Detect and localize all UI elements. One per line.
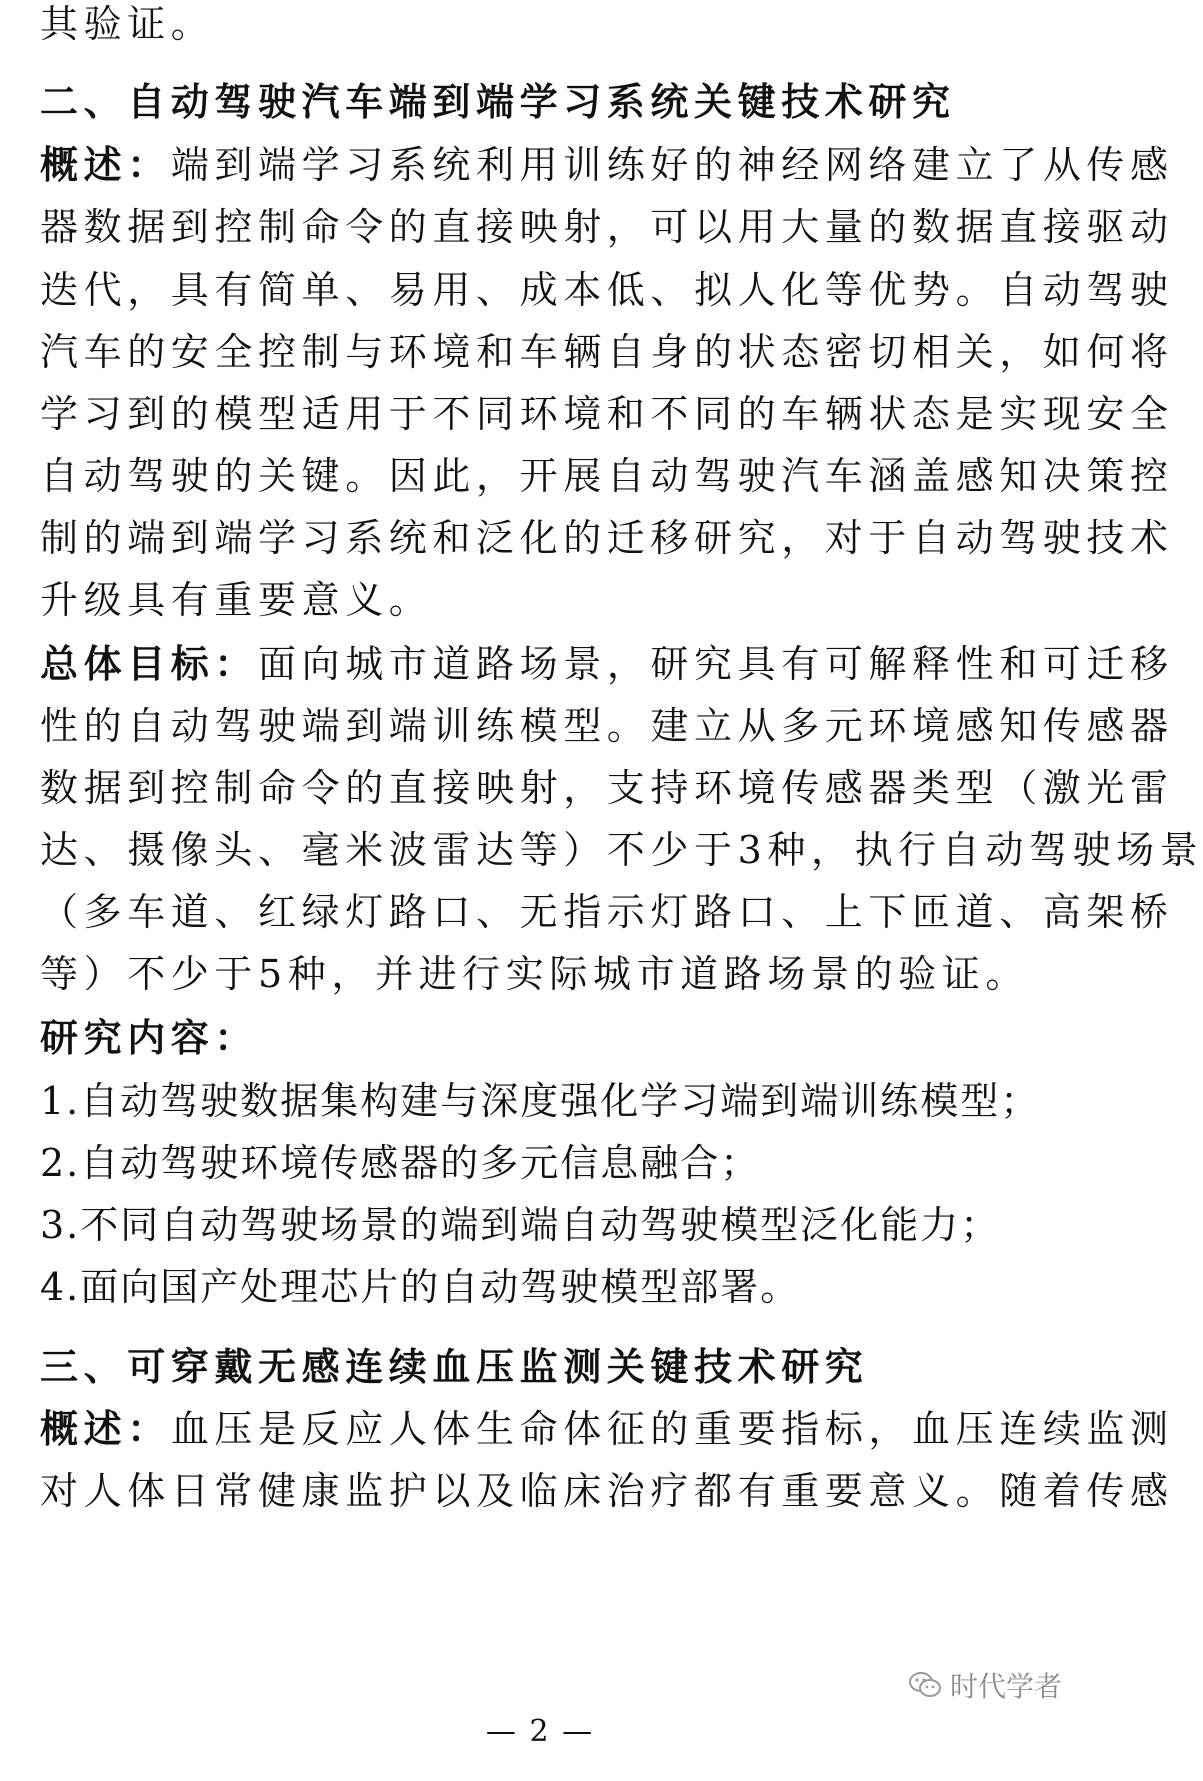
watermark	[908, 1665, 1062, 1705]
list-item: 2.自动驾驶环境传感器的多元信息融合；	[40, 1141, 761, 1185]
text-span: 面向城市道路场景，研究具有可解释性和可迁移	[258, 642, 1174, 686]
paragraph-line	[40, 640, 1174, 688]
text-span: 端到端学习系统利用训练好的神经网络建立了从传感	[170, 143, 1174, 187]
list-item: 1.自动驾驶数据集构建与深度强化学习端到端训练模型；	[40, 1079, 1041, 1123]
overview-label: 概述：	[40, 1406, 171, 1451]
research-content-heading: 研究内容：	[40, 1015, 259, 1060]
paragraph-line: 升级具有重要意义。	[40, 578, 433, 622]
paragraph-line: 达、摄像头、毫米波雷达等）不少于3种，执行自动驾驶场景	[40, 828, 1203, 872]
section-heading-3: 三、可穿戴无感连续血压监测关键技术研究	[40, 1344, 869, 1389]
list-item: 4.面向国产处理芯片的自动驾驶模型部署。	[40, 1265, 801, 1309]
text-span: 血压是反应人体生命体征的重要指标，血压连续监测	[170, 1407, 1174, 1451]
paragraph-line: 制的端到端学习系统和泛化的迁移研究，对于自动驾驶技术	[40, 516, 1174, 560]
paragraph-line: 器数据到控制命令的直接映射，可以用大量的数据直接驱动	[40, 205, 1174, 249]
paragraph-line: 汽车的安全控制与环境和车辆自身的状态密切相关，如何将	[40, 330, 1174, 374]
overview-label: 概述：	[40, 142, 171, 187]
paragraph-line: 自动驾驶的关键。因此，开展自动驾驶汽车涵盖感知决策控	[40, 454, 1174, 498]
paragraph-line: 对人体日常健康监护以及临床治疗都有重要意义。随着传感	[40, 1469, 1174, 1513]
paragraph-line	[40, 1405, 1174, 1453]
wechat-icon	[908, 1670, 942, 1700]
paragraph-line	[40, 141, 1174, 189]
overall-goal-label: 总体目标：	[40, 641, 259, 686]
text-line: 其验证。	[40, 2, 215, 46]
watermark-text: 时代学者	[949, 1670, 1062, 1703]
paragraph-line: 性的自动驾驶端到端训练模型。建立从多元环境感知传感器	[40, 704, 1174, 748]
page-number: — 2 —	[485, 1714, 595, 1749]
paragraph-line: 迭代，具有简单、易用、成本低、拟人化等优势。自动驾驶	[40, 268, 1174, 312]
paragraph-line: 数据到控制命令的直接映射，支持环境传感器类型（激光雷	[40, 766, 1174, 810]
list-item: 3.不同自动驾驶场景的端到端自动驾驶模型泛化能力；	[40, 1203, 1001, 1247]
section-heading-2: 二、自动驾驶汽车端到端学习系统关键技术研究	[40, 79, 956, 124]
paragraph-line: （多车道、红绿灯路口、无指示灯路口、上下匝道、高架桥	[40, 890, 1174, 934]
paragraph-line: 学习到的模型适用于不同环境和不同的车辆状态是实现安全	[40, 392, 1174, 436]
paragraph-line: 等）不少于5种，并进行实际城市道路场景的验证。	[40, 952, 1029, 996]
